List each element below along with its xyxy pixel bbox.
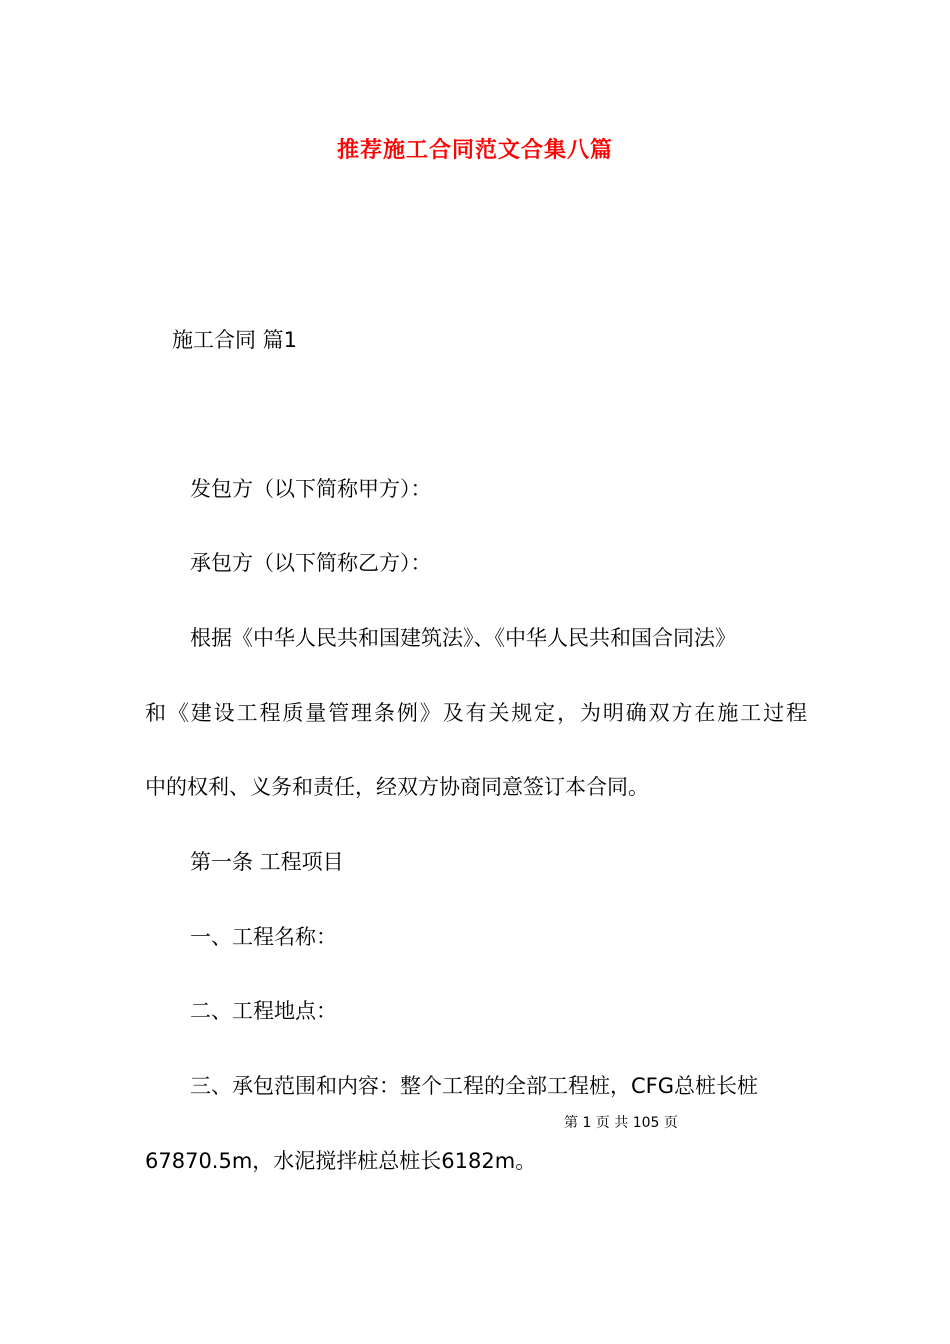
article-1-heading: 第一条 工程项目	[190, 850, 344, 874]
item-project-location: 二、工程地点：	[190, 999, 337, 1023]
paragraph-party-b: 承包方（以下简称乙方）：	[190, 551, 432, 575]
paragraph-basis-line-3: 中的权利、义务和责任，经双方协商同意签订本合同。	[145, 775, 649, 799]
page-footer: 第 1 页 共 105 页	[564, 1115, 678, 1131]
document-title: 推荐施工合同范文合集八篇	[336, 138, 613, 163]
item-scope-line-2: 67870.5m，水泥搅拌桩总桩长6182m。	[145, 1149, 537, 1173]
section-heading: 施工合同 篇1	[172, 328, 298, 352]
item-scope-line-1: 三、承包范围和内容：整个工程的全部工程桩，CFG总桩长桩	[190, 1074, 759, 1098]
paragraph-party-a: 发包方（以下简称甲方）：	[190, 477, 432, 501]
paragraph-basis-line-2: 和《建设工程质量管理条例》及有关规定，为明确双方在施工过程	[145, 701, 807, 725]
item-project-name: 一、工程名称：	[190, 925, 337, 949]
paragraph-basis-line-1: 根据《中华人民共和国建筑法》、《中华人民共和国合同法》	[190, 626, 736, 650]
